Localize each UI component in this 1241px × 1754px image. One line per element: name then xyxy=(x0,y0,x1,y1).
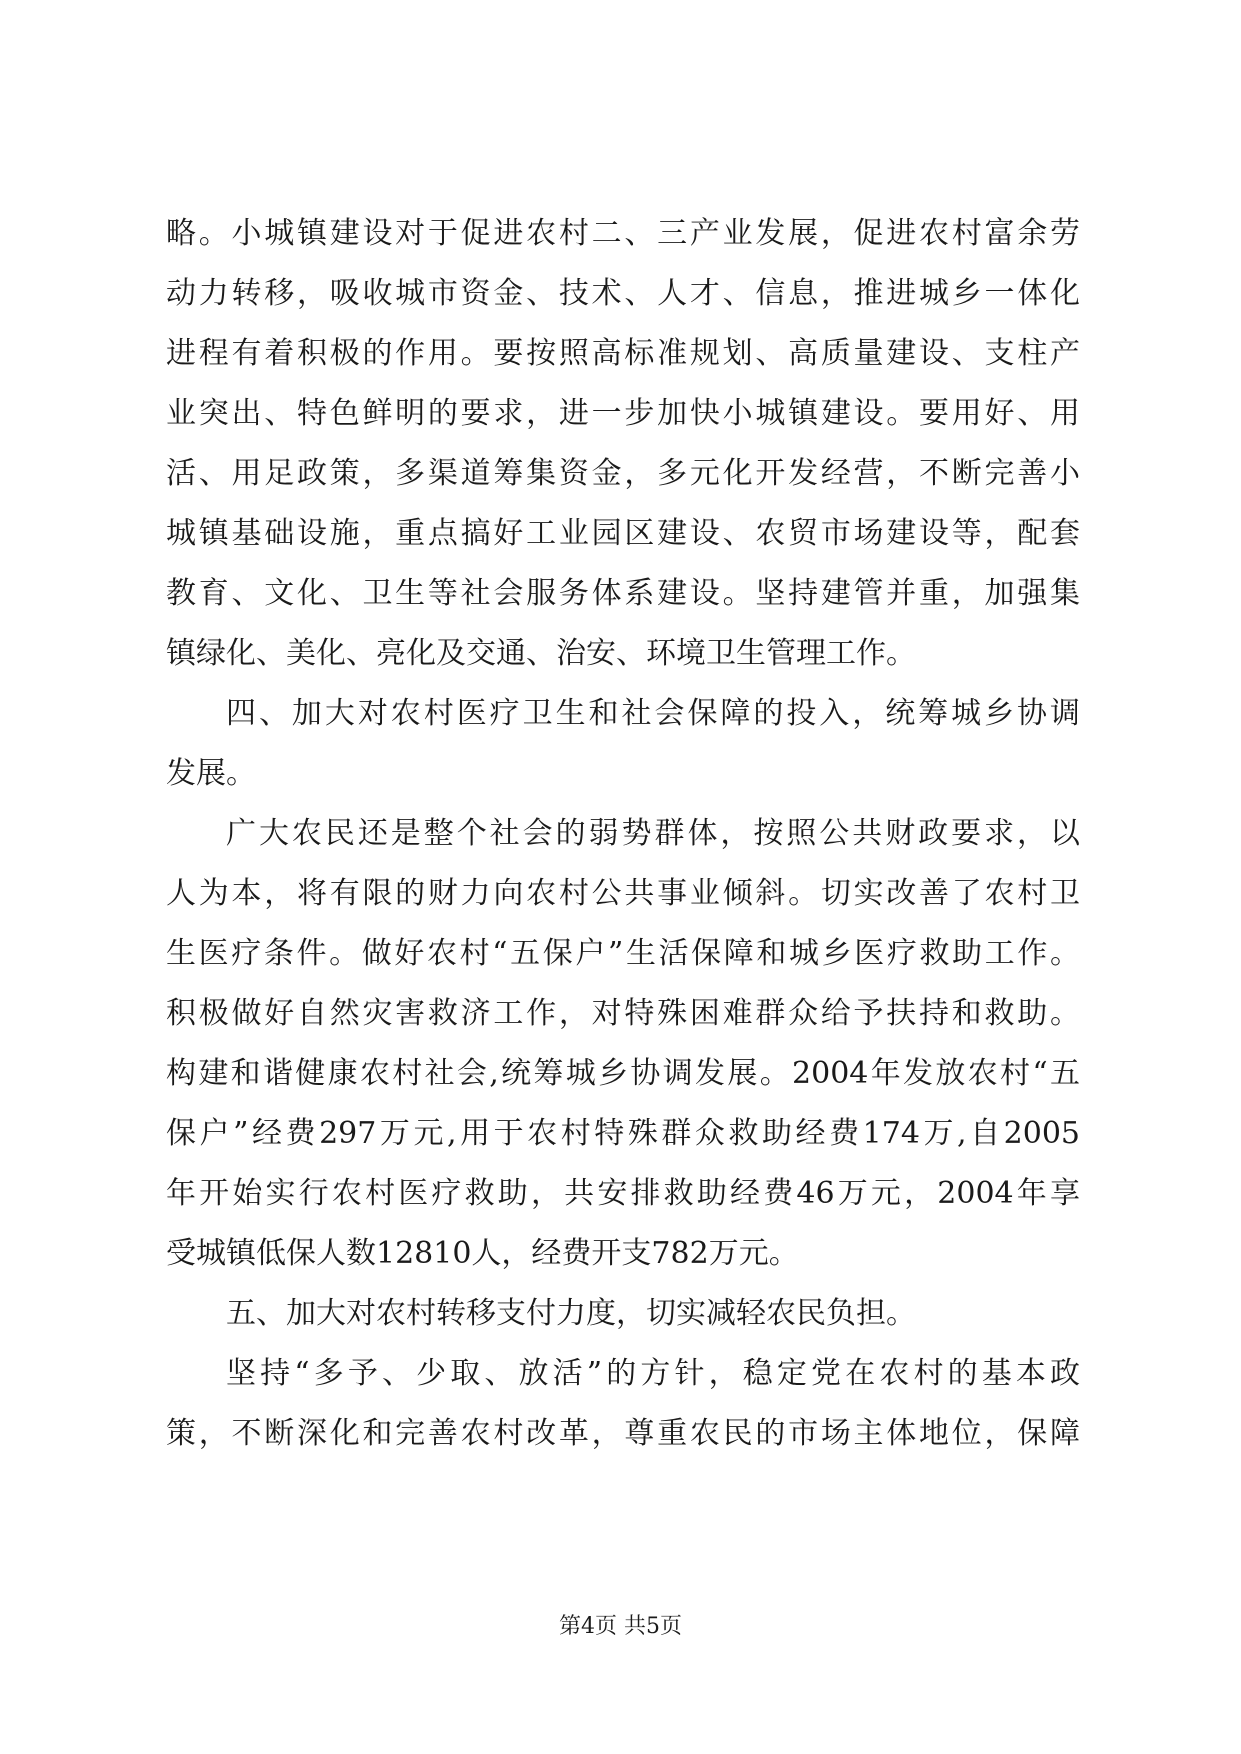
text-line: 动力转移，吸收城市资金、技术、人才、信息，推进城乡一体化 xyxy=(166,276,1080,311)
text-line: 人为本，将有限的财力向农村公共事业倾斜。切实改善了农村卫 xyxy=(166,876,1080,911)
text-line: 构建和谐健康农村社会,统筹城乡协调发展。2004年发放农村“五 xyxy=(166,1056,1080,1091)
text-line: 策，不断深化和完善农村改革，尊重农民的市场主体地位，保障 xyxy=(166,1416,1080,1451)
text-line: 镇绿化、美化、亮化及交通、治安、环境卫生管理工作。 xyxy=(166,636,916,671)
text-line: 广大农民还是整个社会的弱势群体，按照公共财政要求，以 xyxy=(226,816,1080,851)
text-line: 保户”经费297万元,用于农村特殊群众救助经费174万,自2005 xyxy=(166,1116,1080,1151)
text-line: 生医疗条件。做好农村“五保户”生活保障和城乡医疗救助工作。 xyxy=(166,936,1080,971)
section-heading-5: 五、加大对农村转移支付力度，切实减轻农民负担。 xyxy=(226,1296,916,1331)
section-heading-4-cont: 发展。 xyxy=(166,756,256,791)
text-line: 积极做好自然灾害救济工作，对特殊困难群众给予扶持和救助。 xyxy=(166,996,1080,1031)
text-line: 活、用足政策，多渠道筹集资金，多元化开发经营，不断完善小 xyxy=(166,456,1080,491)
text-line: 进程有着积极的作用。要按照高标准规划、高质量建设、支柱产 xyxy=(166,336,1080,371)
text-line: 略。小城镇建设对于促进农村二、三产业发展，促进农村富余劳 xyxy=(166,216,1080,251)
text-line: 教育、文化、卫生等社会服务体系建设。坚持建管并重，加强集 xyxy=(166,576,1080,611)
text-line: 业突出、特色鲜明的要求，进一步加快小城镇建设。要用好、用 xyxy=(166,396,1080,431)
text-line: 城镇基础设施，重点搞好工业园区建设、农贸市场建设等，配套 xyxy=(166,516,1080,551)
page-number-footer: 第4页 共5页 xyxy=(559,1614,682,1639)
text-line: 坚持“多予、少取、放活”的方针，稳定党在农村的基本政 xyxy=(226,1356,1080,1391)
section-heading-4: 四、加大对农村医疗卫生和社会保障的投入，统筹城乡协调 xyxy=(226,696,1080,731)
text-line: 年开始实行农村医疗救助，共安排救助经费46万元，2004年享 xyxy=(166,1176,1080,1211)
text-line: 受城镇低保人数12810人，经费开支782万元。 xyxy=(166,1236,799,1271)
body-text xyxy=(166,204,1080,1464)
